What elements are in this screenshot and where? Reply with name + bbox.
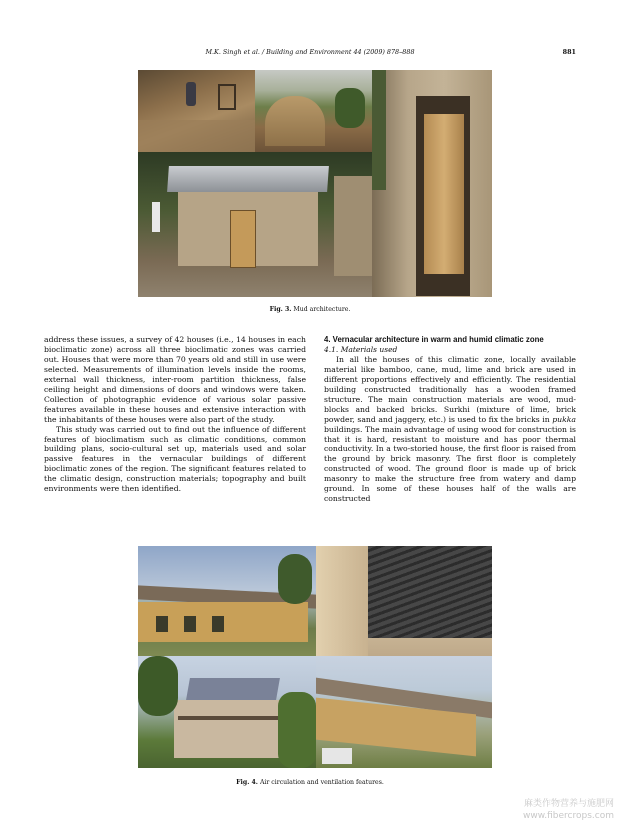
- mud-house-photo: [138, 152, 372, 297]
- subsection-title: 4.1. Materials used: [324, 344, 398, 354]
- journal-citation: M.K. Singh et al. / Building and Environment 44 (2009) 878–888: [205, 48, 415, 56]
- figure-4-caption: [44, 779, 576, 786]
- two-storey-house-photo: [138, 656, 316, 768]
- long-barrack-building-photo: [316, 656, 492, 768]
- right-paragraph-part-2: buildings. The main advantage of using wood for construction is that it is hard, resistant to moisture and has poor thermal conductivity. In a two-storied house, the first floor is raised from the ground by brick masonry. The first floor is completely constructed of wood. The ground floor is made up of brick masonry to make the structure free from watery and damp ground. In some of these houses half of the walls are constructed: [324, 424, 576, 504]
- figure-4-label: Fig. 4.: [236, 779, 258, 786]
- mud-house-window-photo: [372, 70, 492, 297]
- left-paragraph-1: address these issues, a survey of 42 houses (i.e., 14 houses in each bioclimatic zone) across all three bioclimatic zones was carried out. Houses that were more than 70 years old and still in use were selected. Measurements of illumination levels inside the rooms, external wall thickness, inter-room partition thickness, false ceiling height and dimensions of doors and windows were taken. Collection of photographic evidence of various solar passive features available in these houses and extensive interaction with the inhabitants of these houses were also part of the study.: [44, 335, 306, 424]
- long-building-photo: [138, 546, 316, 656]
- right-paragraph: [324, 355, 576, 504]
- roof-underside-photo: [316, 546, 492, 656]
- right-paragraph-part-1: In all the houses of this climatic zone, locally available material like bamboo, cane, mud, lime and brick are used in different proportions effectively and efficiently. The residential building constructed traditionally has a wooden framed structure. The main construction materials are wood, mud-blocks and backed bricks. Surkhi (mixture of lime, brick powder, sand and jaggery, etc.) is used to fix the bricks in: [324, 354, 576, 424]
- page-number: 881: [562, 48, 576, 56]
- mud-wall-construction-photo: [255, 70, 372, 152]
- running-header: [44, 48, 576, 60]
- section-title: 4. Vernacular architecture in warm and humid climatic zone: [324, 335, 544, 344]
- right-column: [324, 335, 576, 504]
- left-paragraph-2: This study was carried out to find out the influence of different features of bioclimatism such as climatic conditions, common building plans, socio-cultural set up, materials used and solar passive features in the vernacular buildings of different bioclimatic zones of the region. The significant features related to the climatic design, construction materials; topography and built environments were then identified.: [44, 424, 306, 494]
- figure-3-caption-text: Mud architecture.: [293, 306, 351, 313]
- watermark-line-2: www.fibercrops.com: [523, 811, 614, 821]
- italic-term: pukka: [552, 414, 576, 424]
- watermark: [523, 798, 614, 822]
- left-column: [44, 335, 306, 494]
- figure-3-label: Fig. 3.: [269, 306, 292, 313]
- figure-4-caption-text: Air circulation and ventilation features.: [259, 779, 384, 786]
- mud-construction-photo: [138, 70, 255, 152]
- watermark-line-1: 麻类作物营养与施肥网: [523, 799, 614, 809]
- figure-3-caption: [44, 306, 576, 313]
